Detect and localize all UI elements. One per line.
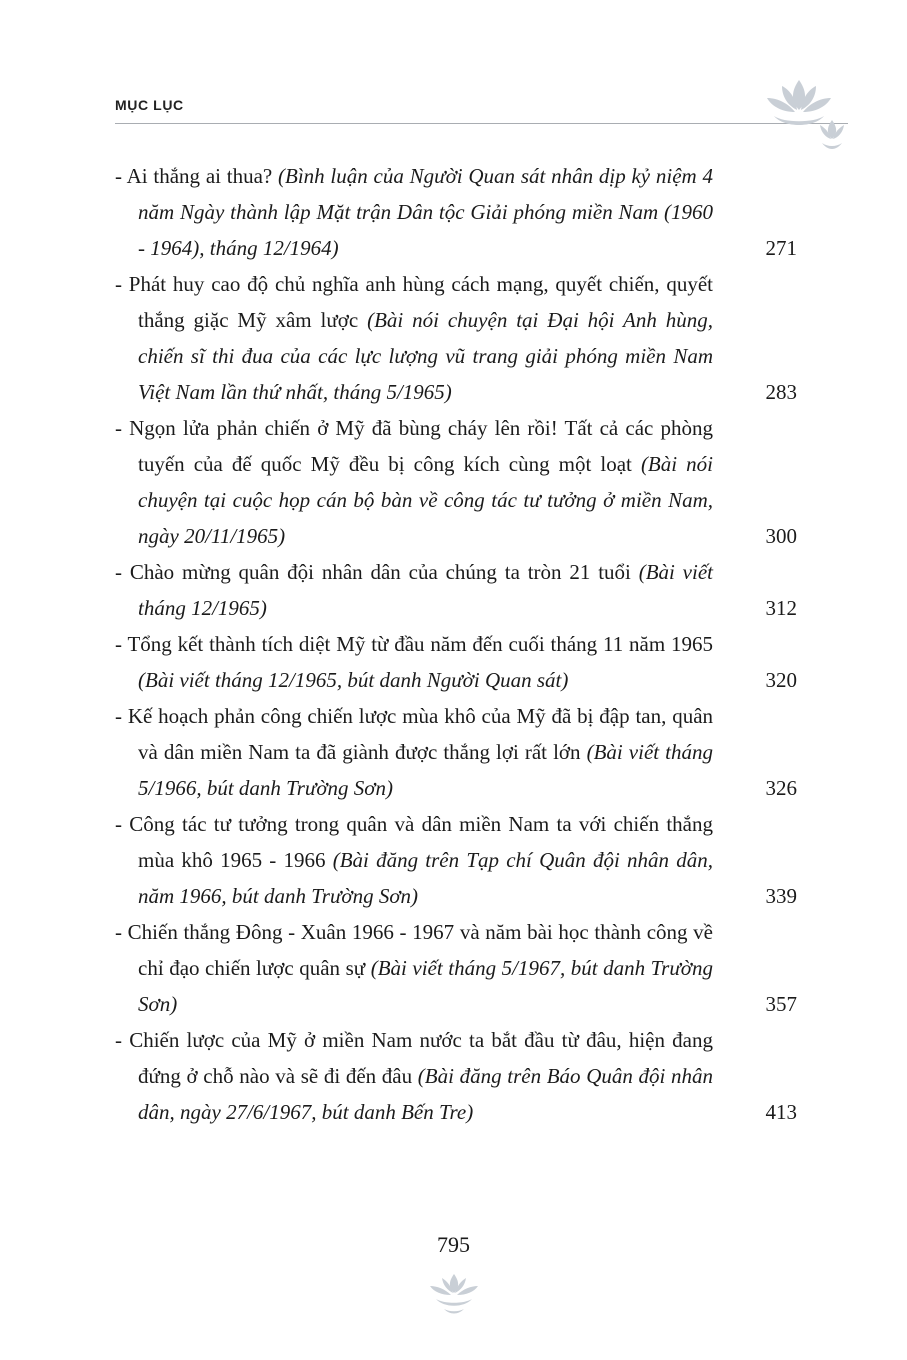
- toc-entry-text: [115, 410, 797, 554]
- toc-entry-dash: -: [115, 632, 122, 656]
- toc-entry-dash: -: [115, 704, 122, 728]
- toc-entry-text: [115, 698, 797, 806]
- toc-entry-text: [115, 266, 797, 410]
- toc-entry-title: Ngọn lửa phản chiến ở Mỹ đã bùng cháy lên rồi! Tất cả các phòng tuyến của đế quốc Mỹ đều bị công kích cùng một loạt: [129, 416, 713, 476]
- toc-entry-title: Chiến thắng Đông - Xuân 1966 - 1967 và năm bài học thành công về chỉ đạo chiến lược quân sự: [127, 920, 713, 980]
- toc-entry-page-number: 300: [765, 524, 797, 548]
- toc-entry-text: [115, 626, 797, 698]
- lotus-footer-ornament-icon: [416, 1272, 492, 1318]
- toc-entry-title: Phát huy cao độ chủ nghĩa anh hùng cách mạng, quyết chiến, quyết thắng giặc Mỹ xâm lược: [128, 272, 713, 332]
- toc-entry-subtitle: (Bài đăng trên Báo Quân đội nhân dân, ngày 27/6/1967, bút danh Bến Tre): [138, 1064, 713, 1124]
- toc-entry-title: Ai thắng ai thua?: [126, 164, 278, 188]
- toc-entry-title: Kế hoạch phản công chiến lược mùa khô của Mỹ đã bị đập tan, quân và dân miền Nam ta đã giành được thắng lợi rất lớn: [127, 704, 714, 764]
- toc-entry: [115, 806, 797, 914]
- toc-entry-dash: -: [115, 812, 122, 836]
- header-rule: [115, 123, 848, 124]
- toc-entry-page-number: 326: [765, 776, 797, 800]
- toc-entry-title: Chiến lược của Mỹ ở miền Nam nước ta bắt đầu từ đâu, hiện đang đứng ở chỗ nào và sẽ đi đến đâu: [129, 1028, 713, 1088]
- page-header-title: MỤC LỤC: [115, 97, 184, 113]
- toc-entry: [115, 1022, 797, 1130]
- toc-entry: [115, 158, 797, 266]
- toc-entry-text: [115, 554, 797, 626]
- toc-entry-dash: -: [115, 920, 122, 944]
- lotus-ornament-icon: [754, 76, 854, 158]
- toc-entry-page-number: 320: [765, 668, 797, 692]
- toc-entry-title: Chào mừng quân đội nhân dân của chúng ta tròn 21 tuổi: [129, 560, 639, 584]
- toc-entry-text: [115, 158, 797, 266]
- toc-entry: [115, 626, 797, 698]
- toc-entry-subtitle: (Bài nói chuyện tại cuộc họp cán bộ bàn về công tác tư tưởng ở miền Nam, ngày 20/11/1965): [138, 452, 713, 548]
- toc-entry-subtitle: (Bài đăng trên Tạp chí Quân đội nhân dân, năm 1966, bút danh Trường Sơn): [138, 848, 713, 908]
- toc-entry: [115, 554, 797, 626]
- toc-entry-text: [115, 914, 797, 1022]
- toc-entry-text: [115, 806, 797, 914]
- toc-entry-dash: -: [115, 416, 122, 440]
- page-number-footer: 795: [437, 1232, 470, 1257]
- toc-entry-page-number: 283: [765, 380, 797, 404]
- toc-entry-subtitle: (Bài viết tháng 5/1966, bút danh Trường Sơn): [138, 740, 713, 800]
- toc-entry: [115, 266, 797, 410]
- toc-entry: [115, 410, 797, 554]
- toc-entry-dash: -: [115, 560, 122, 584]
- toc-entry-subtitle: (Bài viết tháng 12/1965, bút danh Người Quan sát): [138, 668, 569, 692]
- toc-entry-text: [115, 1022, 797, 1130]
- toc-entry-title: Công tác tư tưởng trong quân và dân miền Nam ta với chiến thắng mùa khô 1965 - 1966: [129, 812, 713, 872]
- toc-entry: [115, 914, 797, 1022]
- toc-entry-page-number: 339: [765, 884, 797, 908]
- toc-entry-page-number: 357: [765, 992, 797, 1016]
- toc-entry-title: Tổng kết thành tích diệt Mỹ từ đầu năm đến cuối tháng 11 năm 1965: [127, 632, 713, 656]
- toc-entry-page-number: 312: [765, 596, 797, 620]
- toc-entry-subtitle: (Bình luận của Người Quan sát nhân dịp kỷ niệm 4 năm Ngày thành lập Mặt trận Dân tộc Giải phóng miền Nam (1960 - 1964), tháng 12/1964): [138, 164, 713, 260]
- toc-entry-page-number: 271: [765, 236, 797, 260]
- toc-entry-page-number: 413: [765, 1100, 797, 1124]
- toc-entry-dash: -: [115, 1028, 122, 1052]
- toc-entry-subtitle: (Bài nói chuyện tại Đại hội Anh hùng, chiến sĩ thi đua của các lực lượng vũ trang giải phóng miền Nam Việt Nam lần thứ nhất, tháng 5/1965): [138, 308, 713, 404]
- toc-entry-dash: -: [115, 272, 122, 296]
- toc-list: [115, 158, 797, 1130]
- toc-entry-dash: -: [115, 164, 122, 188]
- toc-entry-subtitle: (Bài viết tháng 12/1965): [138, 560, 713, 620]
- toc-entry-subtitle: (Bài viết tháng 5/1967, bút danh Trường Sơn): [138, 956, 713, 1016]
- toc-entry: [115, 698, 797, 806]
